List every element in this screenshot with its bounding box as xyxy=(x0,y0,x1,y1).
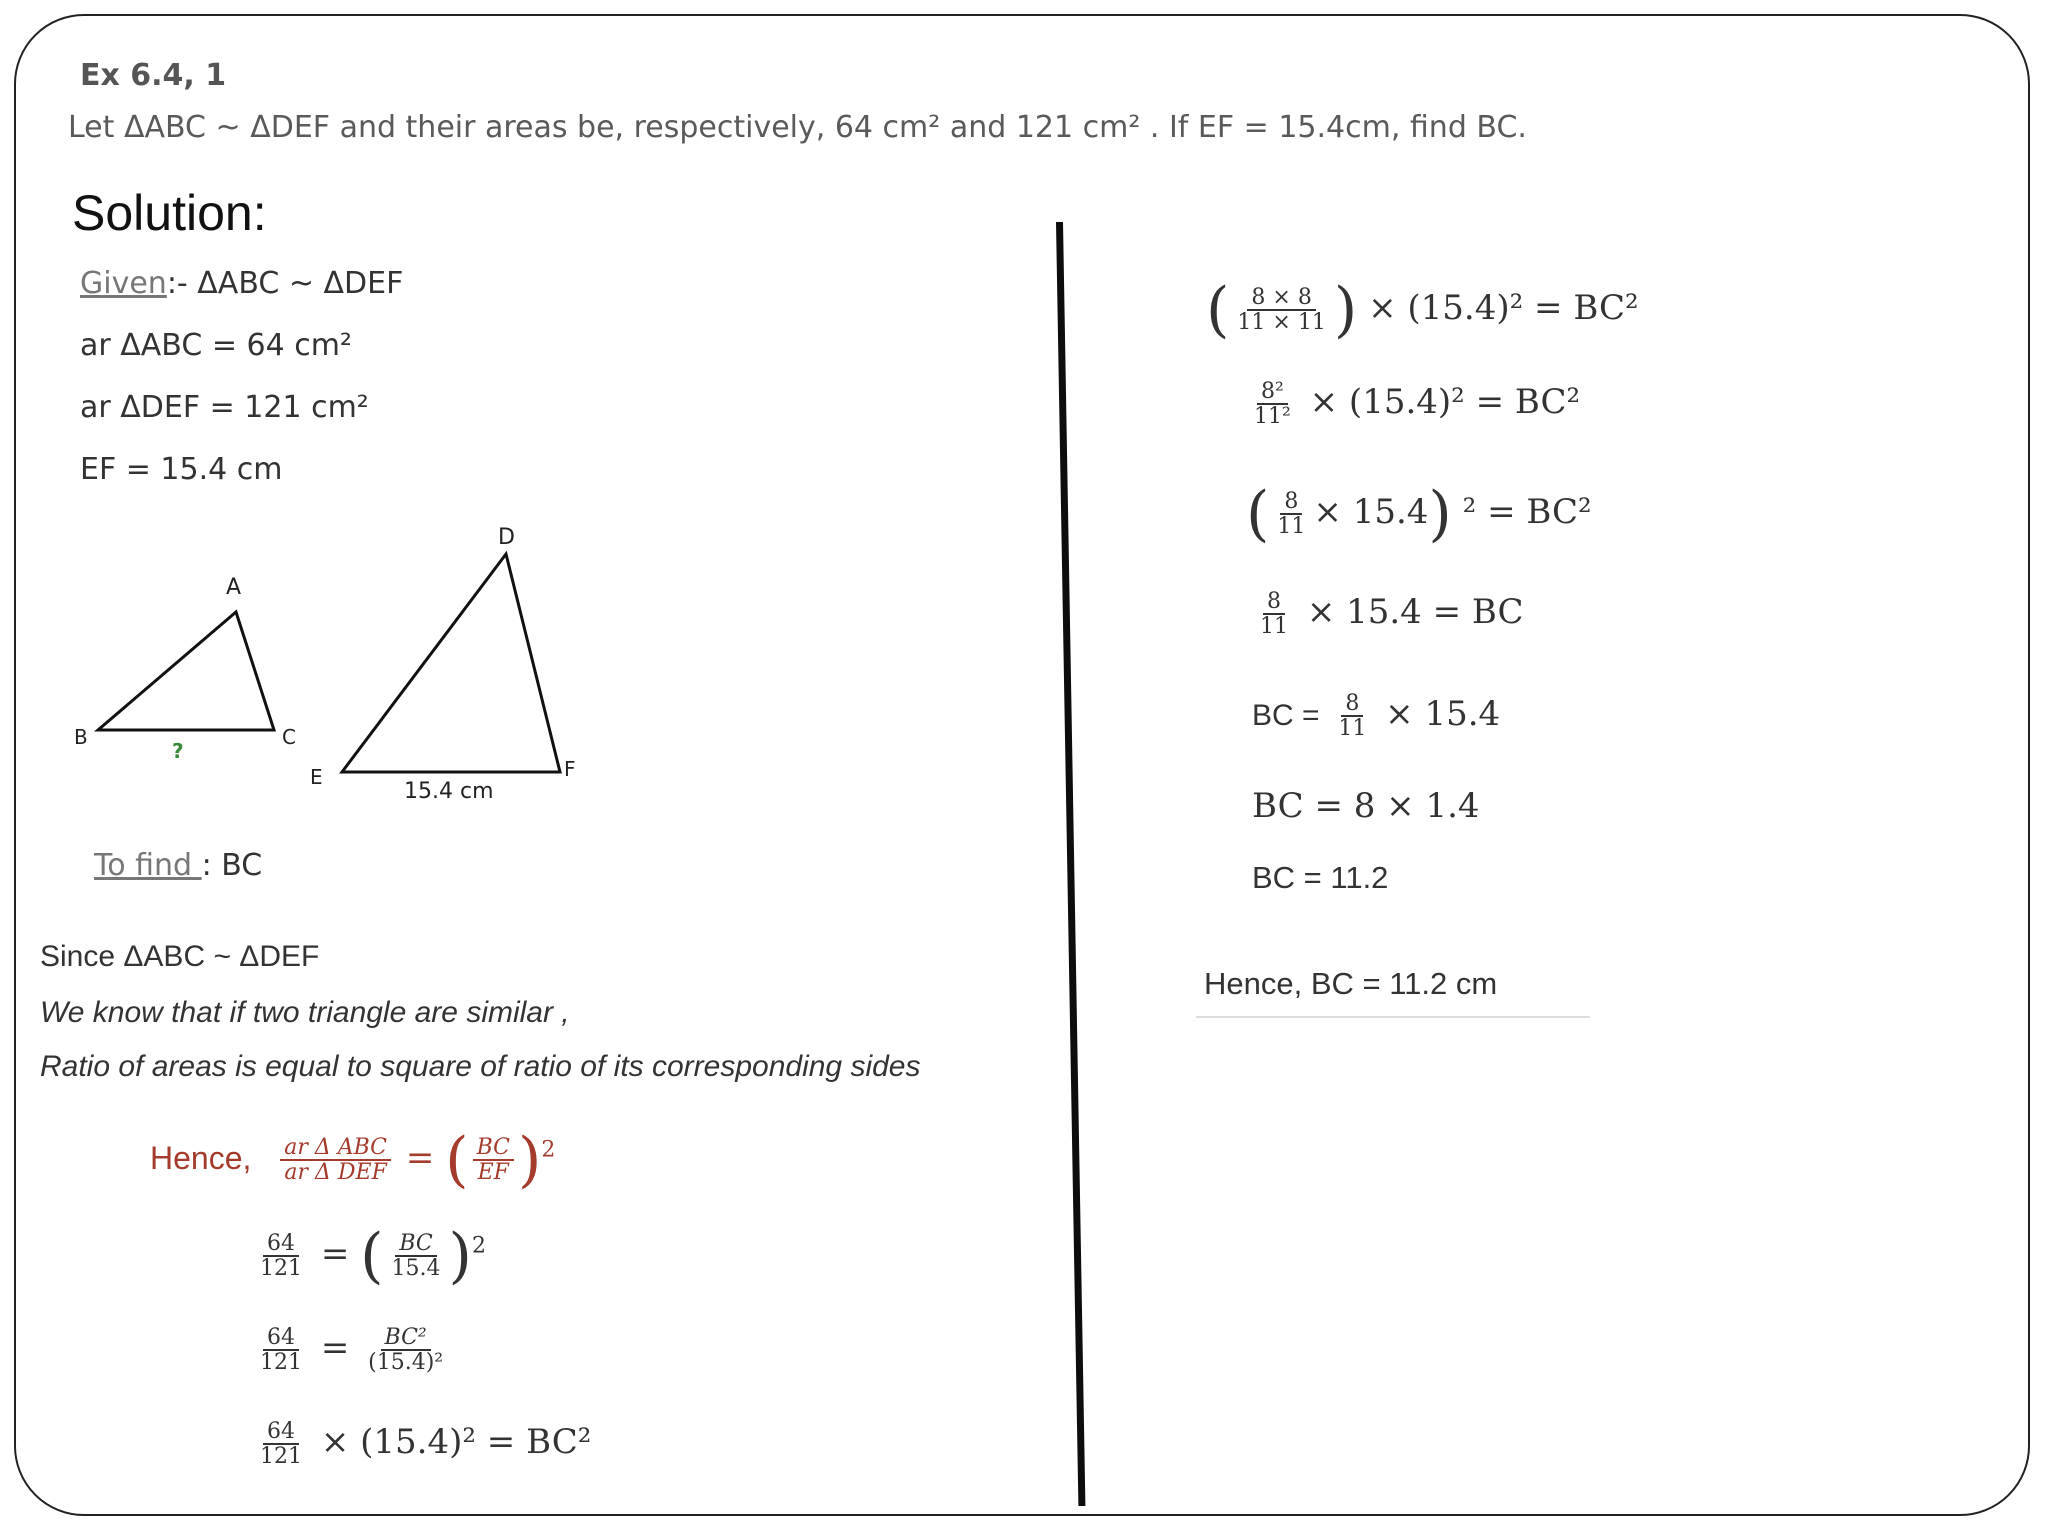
triangle-def xyxy=(342,554,560,772)
r3-den: 11 xyxy=(1277,514,1306,539)
conclusion-underline xyxy=(1196,1016,1590,1018)
r4-rest: × 15.4 = BC xyxy=(1306,592,1524,633)
r2-num: 8² xyxy=(1257,380,1288,405)
r3-rest: ² = BC² xyxy=(1462,492,1592,532)
step3-154sq: (15.4)² xyxy=(368,1350,444,1376)
side-ratio-exp: 2 xyxy=(541,1137,556,1163)
hence-label: Hence, xyxy=(150,1140,252,1176)
r2-rest: × (15.4)² = BC² xyxy=(1309,382,1581,423)
side-ratio-num: BC xyxy=(473,1136,514,1161)
triangle-abc xyxy=(98,612,274,730)
step2-den: 121 xyxy=(260,1256,302,1281)
label-c: C xyxy=(282,725,296,749)
step-right-7: BC = 11.2 xyxy=(1252,860,1389,895)
step2-bc: BC xyxy=(395,1232,436,1257)
step-left-2: $\frac{64}{121}$ = ( $\frac{BC}{15.4}$ )$^2$ xyxy=(252,1226,486,1286)
step3-bc2: BC² xyxy=(381,1326,431,1351)
given-ef: EF = 15.4 cm xyxy=(80,452,283,487)
r5-den: 11 xyxy=(1338,716,1367,742)
step2-num: 64 xyxy=(263,1232,299,1257)
r4-num: 8 xyxy=(1263,590,1285,615)
step4-rest: × (15.4)² = BC² xyxy=(320,1422,592,1463)
label-b: B xyxy=(74,725,88,749)
since-line: Since ΔABC ~ ΔDEF xyxy=(40,940,320,973)
r5-rest: × 15.4 xyxy=(1385,694,1501,735)
label-a: A xyxy=(226,575,242,600)
r2-den: 11² xyxy=(1254,404,1291,430)
conclusion: Hence, BC = 11.2 cm xyxy=(1204,966,1498,1001)
reasoning-line-2: Ratio of areas is equal to square of ratio of its corresponding sides xyxy=(40,1050,921,1083)
area-ratio-fraction xyxy=(280,1136,391,1184)
side-ratio-den: EF xyxy=(477,1160,509,1185)
area-ratio-num: ar Δ ABC xyxy=(280,1136,391,1161)
step2-154: 15.4 xyxy=(391,1256,441,1281)
given-block xyxy=(80,266,403,301)
step-right-5 xyxy=(1252,692,1500,740)
r5-label: BC = xyxy=(1252,699,1320,733)
r5-num: 8 xyxy=(1341,692,1363,717)
label-ef-length: 15.4 cm xyxy=(404,779,494,804)
triangles-figure xyxy=(60,520,600,810)
question-text: Let ΔABC ~ ΔDEF and their areas be, respectively, 64 cm² and 121 cm² . If EF = 15.4cm, find BC. xyxy=(68,110,1527,145)
label-f: F xyxy=(564,757,576,781)
area-ratio-den: ar Δ DEF xyxy=(284,1160,387,1185)
label-e: E xyxy=(310,765,323,789)
step-right-6: BC = 8 × 1.4 xyxy=(1252,786,1480,826)
given-label: Given xyxy=(80,266,167,301)
step-area-ratio: Hence, $\frac{\text{ar Δ ABC}}{\text{ar Δ DEF}}$ = ( $\frac{BC}{EF}$ )$^2$ xyxy=(150,1125,556,1195)
step3-num: 64 xyxy=(263,1326,299,1351)
step-right-3: ( $\frac{8}{11}$ × 15.4) ² = BC² xyxy=(1246,479,1592,549)
label-d: D xyxy=(498,525,515,550)
step4-den: 121 xyxy=(260,1444,302,1470)
given-area-def: ar ΔDEF = 121 cm² xyxy=(80,390,369,425)
to-find xyxy=(94,848,262,883)
step4-num: 64 xyxy=(263,1420,299,1445)
reasoning-line-1: We know that if two triangle are similar , xyxy=(40,996,570,1029)
given-relation: :- ΔABC ~ ΔDEF xyxy=(166,266,404,301)
side-ratio-fraction xyxy=(473,1136,514,1184)
r3-num: 8 xyxy=(1280,490,1302,515)
label-bc-unknown: ? xyxy=(172,739,184,763)
solution-heading: Solution: xyxy=(72,185,267,241)
step-left-3: $\frac{64}{121}$ = $\frac{\text{BC²}}{\text{(15.4)²}}$ xyxy=(252,1326,451,1374)
exercise-title: Ex 6.4, 1 xyxy=(80,58,227,93)
step-right-4 xyxy=(1252,590,1524,638)
step-right-1: ( $\frac{8 \times 8}{11 \times 11}$ ) × (15.4)² = BC² xyxy=(1206,275,1639,345)
step-left-4 xyxy=(252,1420,591,1468)
step-right-2 xyxy=(1246,380,1580,428)
to-find-label: To find xyxy=(94,848,202,883)
r1-rest: × (15.4)² = BC² xyxy=(1368,288,1639,328)
given-area-abc: ar ΔABC = 64 cm² xyxy=(80,328,352,363)
r1-den: 11 × 11 xyxy=(1237,310,1326,335)
step2-exp: 2 xyxy=(471,1233,486,1259)
r4-den: 11 xyxy=(1260,614,1288,640)
to-find-value: : BC xyxy=(201,848,263,883)
r3-mid: × 15.4 xyxy=(1313,492,1429,532)
step3-den: 121 xyxy=(260,1350,302,1376)
r1-num: 8 × 8 xyxy=(1247,286,1315,311)
